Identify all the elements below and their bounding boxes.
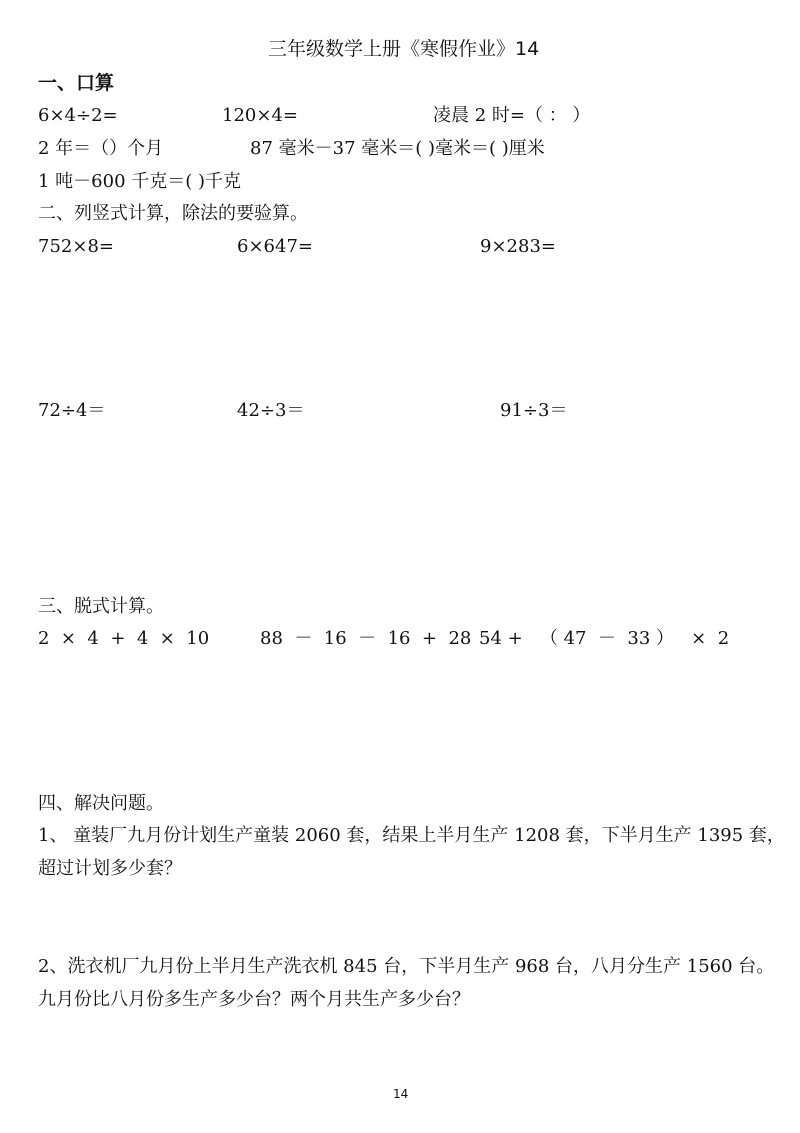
word-problem-2-line-1: 2、洗衣机厂九月份上半月生产洗衣机 845 台，下半月生产 968 台，八月分生产 1560 台。 bbox=[38, 956, 775, 977]
oral-item: 1 吨－600 千克＝( )千克 bbox=[38, 171, 242, 192]
step-calc-item: 88 － 16 － 16 + 28 bbox=[260, 628, 472, 649]
page-title: 三年级数学上册《寒假作业》14 bbox=[268, 38, 540, 60]
oral-item: 2 年＝（）个月 bbox=[38, 138, 164, 159]
section-heading-word-problems: 四、解决问题。 bbox=[38, 793, 164, 814]
section-heading-oral-calculation: 一、口算 bbox=[38, 72, 115, 94]
step-calc-item: 54 + （ 47 － 33 ） × 2 bbox=[479, 628, 730, 649]
section-heading-vertical-calculation: 二、列竖式计算，除法的要验算。 bbox=[38, 203, 308, 224]
page-number: 14 bbox=[393, 1087, 409, 1101]
oral-item: 凌晨 2 时=（ ： ） bbox=[433, 105, 591, 126]
step-calc-item: 2 × 4 + 4 × 10 bbox=[38, 628, 210, 649]
oral-item: 87 毫米－37 毫米＝( )毫米＝( )厘米 bbox=[250, 138, 545, 159]
oral-item: 120×4= bbox=[222, 105, 298, 126]
oral-item: 6×4÷2= bbox=[38, 105, 118, 126]
word-problem-2-line-2: 九月份比八月份多生产多少台？两个月共生产多少台？ bbox=[38, 989, 470, 1010]
vertical-calc-item: 9×283= bbox=[480, 236, 556, 257]
word-problem-1-line-1: 1、 童装厂九月份计划生产童装 2060 套，结果上半月生产 1208 套，下半月生产 1395 套， bbox=[38, 825, 785, 846]
vertical-calc-item: 72÷4＝ bbox=[38, 400, 106, 421]
vertical-calc-item: 91÷3＝ bbox=[500, 400, 568, 421]
vertical-calc-item: 6×647= bbox=[237, 236, 313, 257]
section-heading-step-calculation: 三、脱式计算。 bbox=[38, 596, 164, 617]
vertical-calc-item: 42÷3＝ bbox=[237, 400, 305, 421]
vertical-calc-item: 752×8= bbox=[38, 236, 114, 257]
word-problem-1-line-2: 超过计划多少套？ bbox=[38, 858, 182, 879]
